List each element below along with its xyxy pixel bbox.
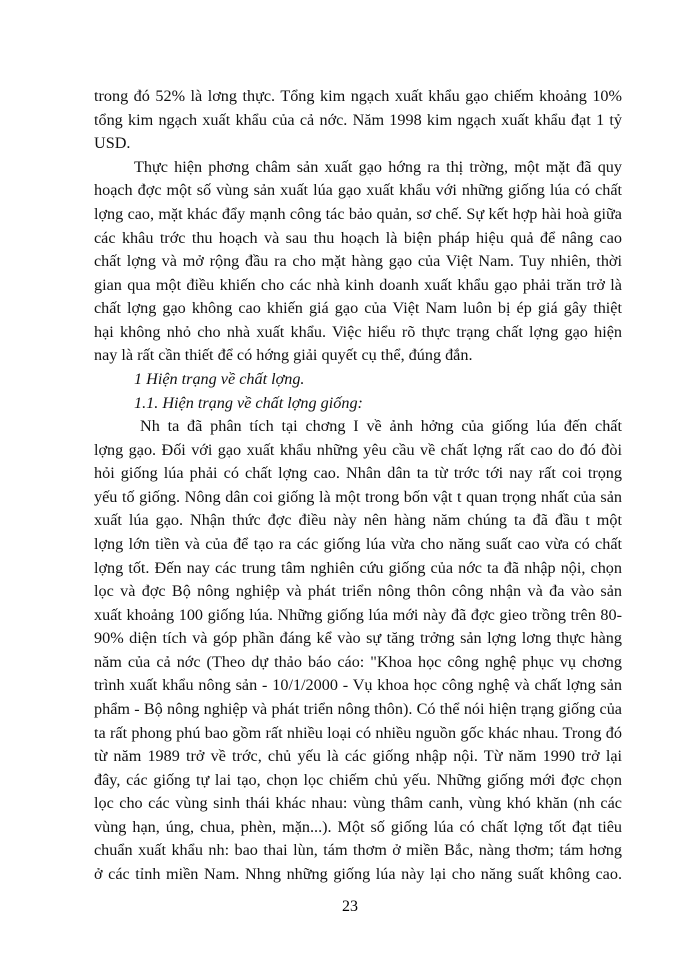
section-heading: 1 Hiện trạng về chất lợng. xyxy=(134,369,305,388)
paragraph-first-line: Nh ta đã phân tích tại chơng I về ảnh hởng của giống lúa đến chất xyxy=(140,417,622,436)
text-line: hỏi giống lúa phải có chất lợng cao. Nhân dân ta từ trớc tới nay rất coi trọng xyxy=(94,464,622,483)
text-line: lợng lớn tiền và của để tạo ra các giống lúa vừa cho năng suất cao vừa có chất xyxy=(94,534,622,553)
subsection-heading: 1.1. Hiện trạng về chất lợng giống: xyxy=(134,393,363,412)
text-line: từ năm 1989 trở về trớc, chủ yếu là các giống nhập nội. Từ năm 1990 trở lại xyxy=(94,747,622,766)
text-line: trình xuất khẩu nông sản - 10/1/2000 - Vụ khoa học công nghệ và chất lợng sản xyxy=(94,676,622,695)
text-line: hoạch đợc một số vùng sản xuất lúa gạo xuất khẩu với những giống lúa có chất xyxy=(94,181,622,200)
text-line: phẩm - Bộ nông nghiệp và phát triển nông thôn). Có thể nói hiện trạng giống của xyxy=(94,700,622,718)
text-line: lợng gạo. Đối với gạo xuất khẩu những yêu cầu về chất lợng rất cao do đó đòi xyxy=(94,440,622,459)
text-line: lọc và đợc Bộ nông nghiệp và phát triển nông thôn công nhận và đa vào sản xyxy=(94,582,622,601)
text-line: năm của cả nớc (Theo dự thảo báo cáo: "Khoa học công nghệ phục vụ chơng xyxy=(94,652,622,671)
text-line: trong đó 52% là lơng thực. Tổng kim ngạch xuất khẩu gạo chiếm khoảng 10% xyxy=(94,87,622,105)
text-line: chất lợng và mở rộng đầu ra cho mặt hàng gạo của Việt Nam. Tuy nhiên, thời xyxy=(94,252,622,270)
text-line: đây, các giống tự lai tạo, chọn lọc chiếm chủ yếu. Những giống mới đợc chọn xyxy=(94,770,622,789)
text-line: USD. xyxy=(94,134,131,153)
text-line: vùng hạn, úng, chua, phèn, mặn...). Một số giống lúa có chất lợng tốt đạt tiêu xyxy=(94,817,622,836)
text-line: xuất lúa gạo. Nhận thức đợc điều này nên hàng năm chúng ta đã đầu t một xyxy=(94,511,622,530)
text-line: yếu tố giống. Nông dân coi giống là một trong bốn vật t quan trọng nhất của sản xyxy=(94,487,622,506)
page-number: 23 xyxy=(342,898,358,915)
text-line: 90% diện tích và góp phần đáng kể vào sự tăng trởng sản lợng lơng thực hàng xyxy=(94,629,622,648)
text-line: chuẩn xuất khẩu nh: bao thai lùn, tám thơm ở miền Bắc, nàng thơm; tám hơng xyxy=(94,841,622,860)
text-line: xuất khoảng 100 giống lúa. Những giống lúa mới này đã đợc gieo trồng trên 80- xyxy=(94,605,622,624)
text-line: lọc cho các vùng sinh thái khác nhau: vùng thâm canh, vùng khó khăn (nh các xyxy=(94,794,622,813)
text-line: ta rất phong phú bao gồm rất nhiều loại có nhiều nguồn gốc khác nhau. Trong đó xyxy=(94,723,622,742)
text-line: lợng tốt. Đến nay các trung tâm nghiên cứu giống của nớc ta đã nhập nội, chọn xyxy=(94,558,622,577)
text-line: nay là rất cần thiết để có hớng giải quyết cụ thể, đúng đắn. xyxy=(94,346,473,365)
text-line: gian qua một điều khiến cho các nhà kinh doanh xuất khẩu gạo phải trăn trở là xyxy=(94,275,622,294)
paragraph-first-line: Thực hiện phơng châm sản xuất gạo hớng ra thị trờng, một mặt đã quy xyxy=(134,157,622,176)
text-line: lợng cao, mặt khác đẩy mạnh công tác bảo quản, sơ chế. Sự kết hợp hài hoà giữa xyxy=(94,204,622,223)
text-line: các khâu trớc thu hoạch và sau thu hoạch là biện pháp hiệu quả để nâng cao xyxy=(94,228,622,247)
text-line: tổng kim ngạch xuất khẩu của cả nớc. Năm 1998 kim ngạch xuất khẩu đạt 1 tỷ xyxy=(94,110,622,129)
text-line: ở các tỉnh miền Nam. Nhng những giống lúa này lại cho năng suất không cao. xyxy=(94,865,622,883)
text-line: hại không nhỏ cho nhà xuất khẩu. Việc hiểu rõ thực trạng chất lợng gạo hiện xyxy=(94,322,622,341)
text-line: chất lợng gạo không cao khiến giá gạo của Việt Nam luôn bị ép giá gây thiệt xyxy=(94,299,622,318)
